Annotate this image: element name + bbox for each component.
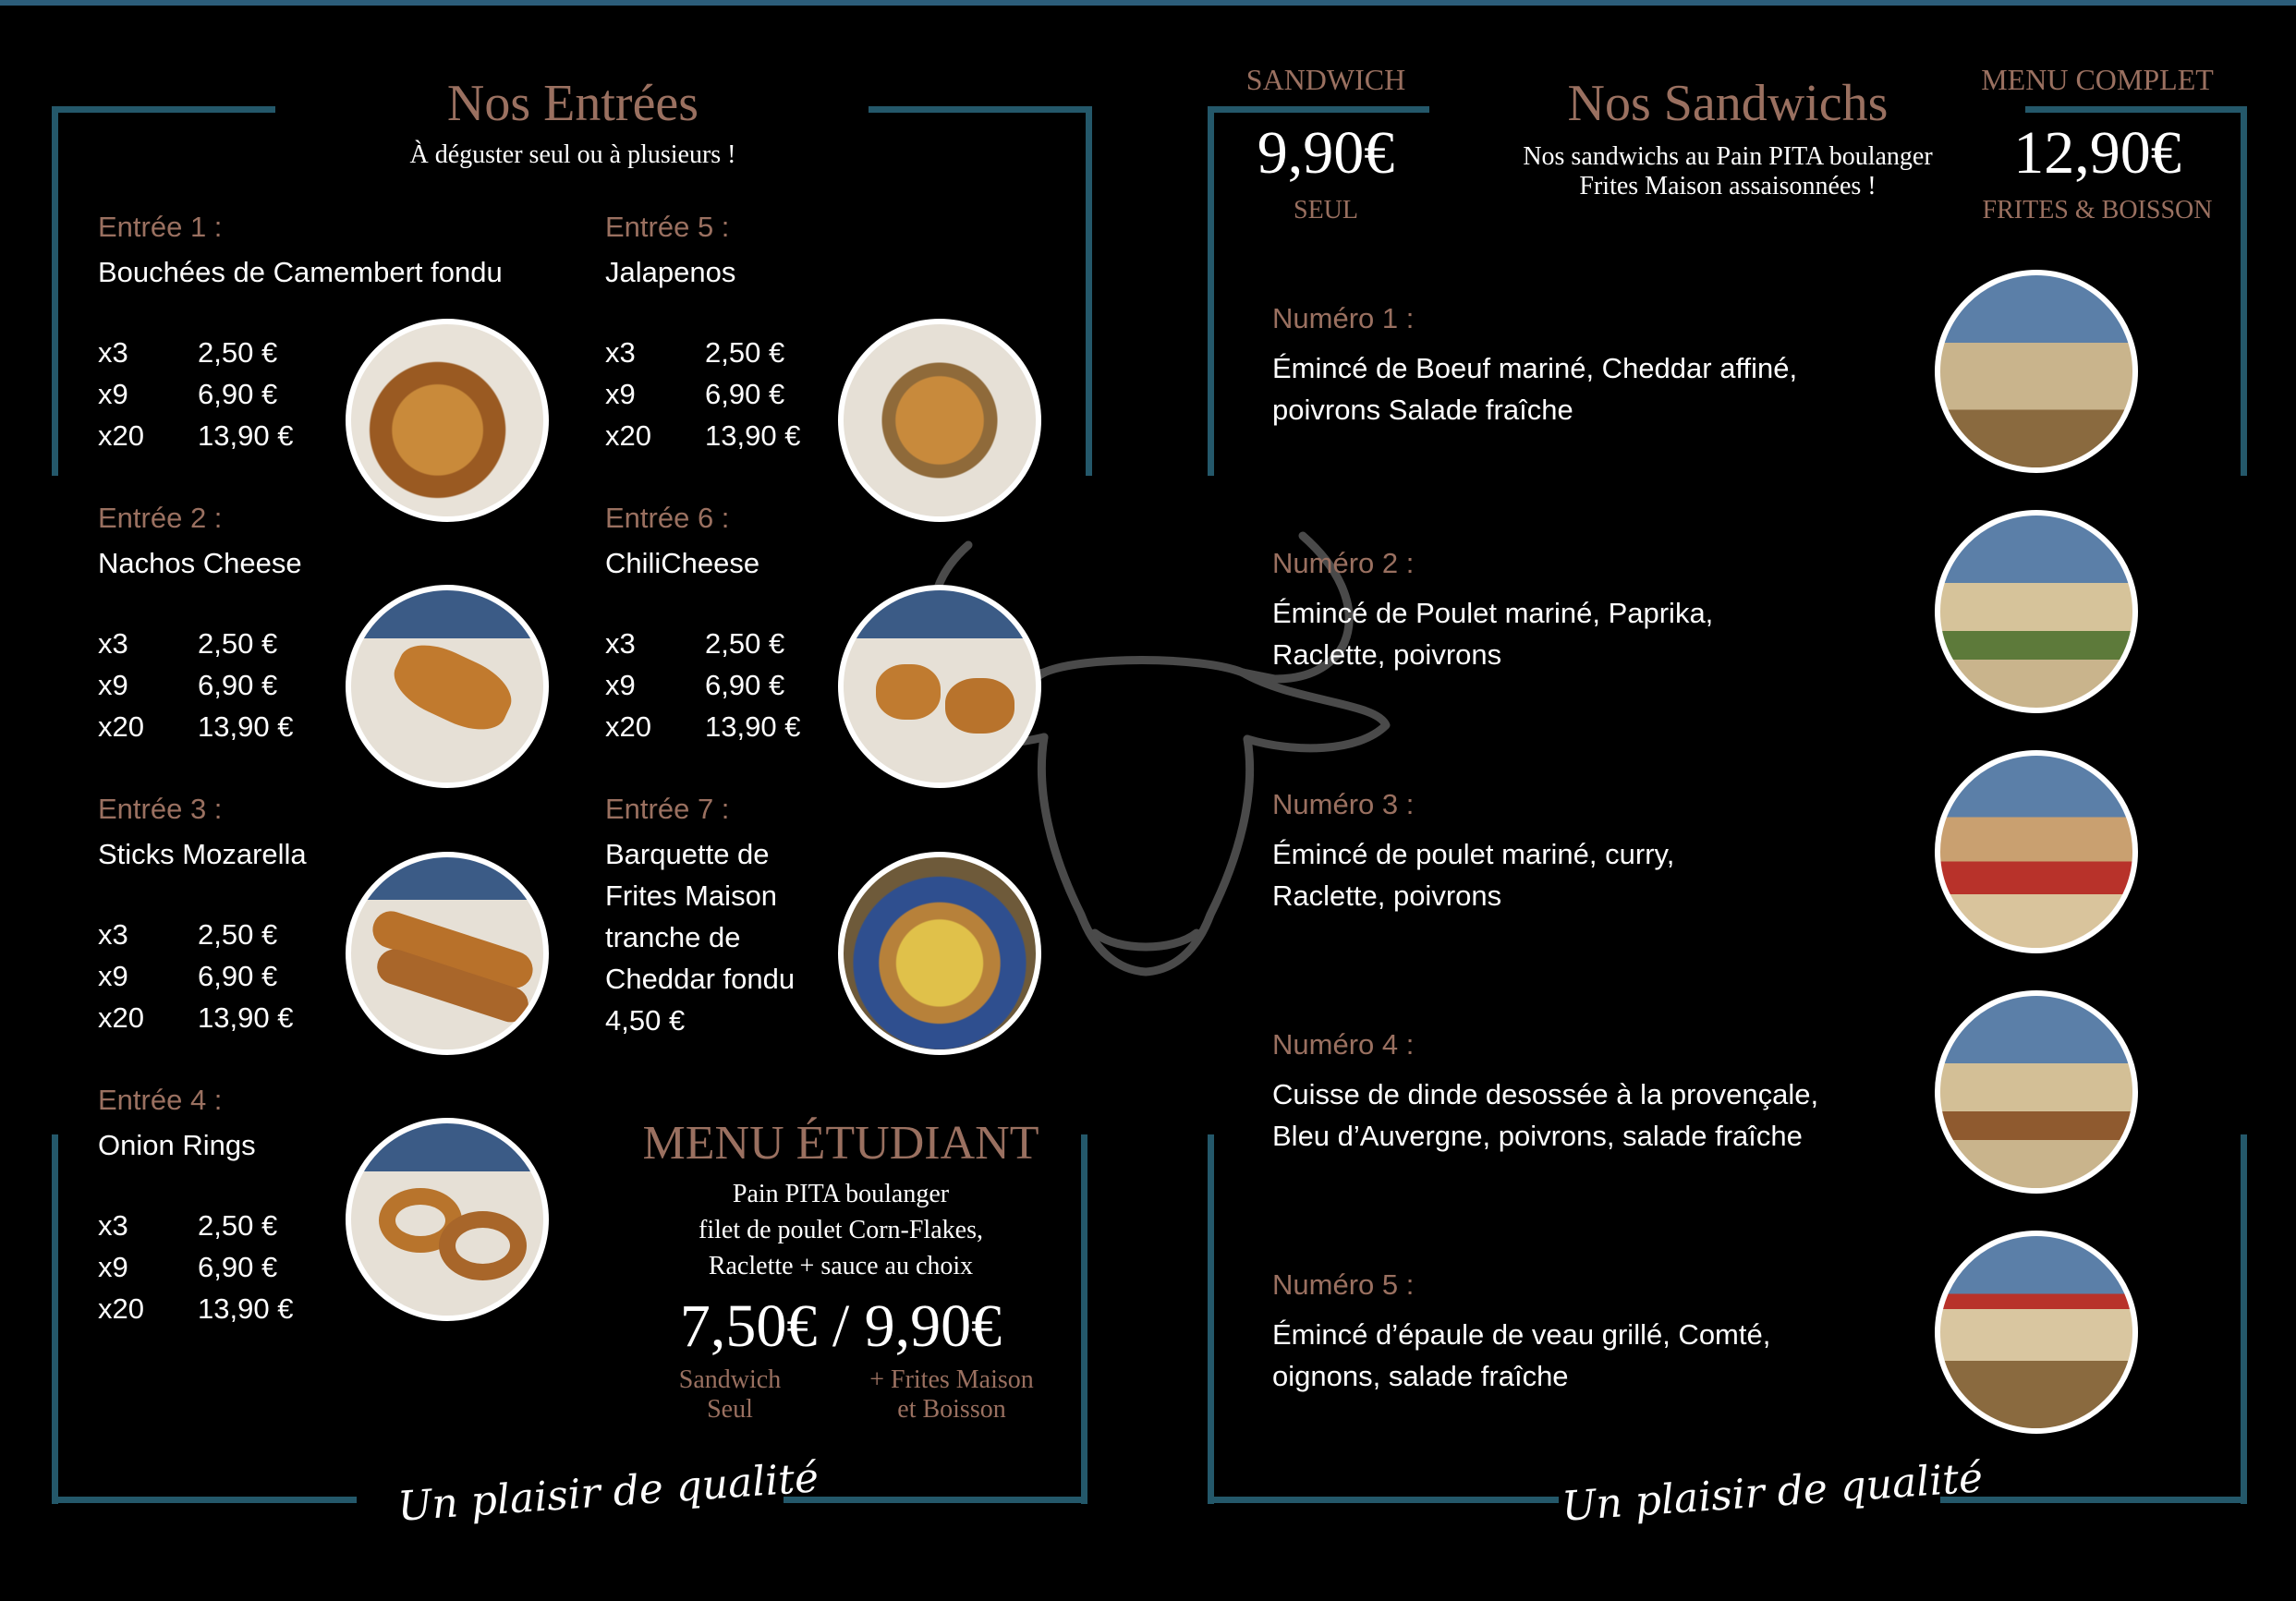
tagline-left: Un plaisir de qualité	[395, 1454, 820, 1531]
sandwich-desc-line: Bleu d’Auvergne, poivrons, salade fraîche	[1272, 1120, 1803, 1152]
menu-etudiant-price: 7,50€ / 9,90€	[679, 1292, 1002, 1360]
entree-name: ChiliCheese	[605, 547, 760, 579]
menu-complet-price: 12,90€	[2013, 119, 2181, 187]
sandwich-price: 9,90€	[1257, 119, 1395, 187]
sandwich-4-photo	[1935, 990, 2138, 1194]
entree-name-line: Frites Maison	[605, 879, 778, 912]
entree-name-line: tranche de	[605, 921, 741, 953]
entree-label: Entrée 7 :	[605, 793, 730, 825]
sandwich-3-photo	[1935, 750, 2138, 953]
entree-label: Entrée 6 :	[605, 502, 730, 534]
sandwich-label: Numéro 3 :	[1272, 788, 1415, 820]
sandwich-1-photo	[1935, 270, 2138, 473]
menu-etudiant-line: Raclette + sauce au choix	[708, 1252, 974, 1280]
entree-name: Bouchées de Camembert fondu	[98, 256, 503, 288]
price-caption: Seul	[707, 1395, 753, 1424]
sandwich-label: Numéro 2 :	[1272, 547, 1415, 579]
menu-complet-label: MENU COMPLET	[1981, 63, 2214, 96]
sandwich-desc-line: Cuisse de dinde desossée à la provençale,	[1272, 1078, 1819, 1110]
camembert-photo	[346, 319, 549, 522]
sandwich-label: Numéro 4 :	[1272, 1028, 1415, 1061]
sandwich-desc-line: Raclette, poivrons	[1272, 879, 1502, 912]
sandwich-label: Numéro 1 :	[1272, 302, 1415, 334]
mozzarella-sticks-photo	[346, 852, 549, 1055]
entrees-subtitle: À déguster seul ou à plusieurs !	[409, 140, 736, 169]
entrees-title: Nos Entrées	[446, 75, 699, 132]
price-caption: Sandwich	[678, 1365, 782, 1394]
entree-label: Entrée 3 :	[98, 793, 223, 825]
entree-name: Jalapenos	[605, 256, 736, 288]
entree-price: 4,50 €	[605, 1004, 686, 1037]
entree-name: Sticks Mozarella	[98, 838, 307, 870]
sandwich-label: Numéro 5 :	[1272, 1268, 1415, 1301]
sandwichs-subtitle-line: Frites Maison assaisonnées !	[1579, 172, 1877, 200]
sandwich-desc-line: poivrons Salade fraîche	[1272, 394, 1573, 426]
menu-etudiant-line: Pain PITA boulanger	[732, 1180, 950, 1208]
menu-etudiant-line: filet de poulet Corn-Flakes,	[699, 1216, 983, 1244]
onion-rings-photo	[346, 1118, 549, 1321]
nachos-photo	[346, 585, 549, 788]
sandwich-desc-line: Émincé de Boeuf mariné, Cheddar affiné,	[1272, 352, 1798, 384]
sandwich-desc-line: Émincé de poulet mariné, curry,	[1272, 838, 1675, 870]
sandwich-desc-line: Raclette, poivrons	[1272, 638, 1502, 671]
entree-name-line: Cheddar fondu	[605, 963, 796, 995]
tagline-right: Un plaisir de qualité	[1560, 1454, 1985, 1531]
sandwichs-title: Nos Sandwichs	[1567, 75, 1889, 132]
entree-label: Entrée 4 :	[98, 1084, 223, 1116]
sandwich-2-photo	[1935, 510, 2138, 713]
price-caption: + Frites Maison	[869, 1365, 1034, 1394]
top-border	[0, 0, 2296, 6]
entree-name: Onion Rings	[98, 1129, 256, 1161]
jalapenos-photo	[838, 319, 1041, 522]
sandwich-5-photo	[1935, 1231, 2138, 1434]
sandwichs-subtitle-line: Nos sandwichs au Pain PITA boulanger	[1523, 142, 1933, 171]
entree-label: Entrée 2 :	[98, 502, 223, 534]
entree-name-line: Barquette de	[605, 838, 770, 870]
chilicheese-photo	[838, 585, 1041, 788]
sandwich-desc-line: Émincé de Poulet mariné, Paprika,	[1272, 597, 1714, 629]
menu-etudiant-title: MENU ÉTUDIANT	[642, 1117, 1039, 1170]
sandwich-price-caption: SEUL	[1294, 196, 1358, 224]
price-caption: et Boisson	[897, 1395, 1006, 1424]
sandwich-price-label: SANDWICH	[1245, 63, 1406, 96]
sandwich-desc-line: Émincé d’épaule de veau grillé, Comté,	[1272, 1318, 1771, 1351]
entree-label: Entrée 1 :	[98, 211, 223, 243]
menu-complet-caption: FRITES & BOISSON	[1982, 196, 2213, 224]
sandwich-desc-line: oignons, salade fraîche	[1272, 1360, 1569, 1392]
entree-label: Entrée 5 :	[605, 211, 730, 243]
cheddar-fries-photo	[838, 852, 1041, 1055]
entree-name: Nachos Cheese	[98, 547, 302, 579]
